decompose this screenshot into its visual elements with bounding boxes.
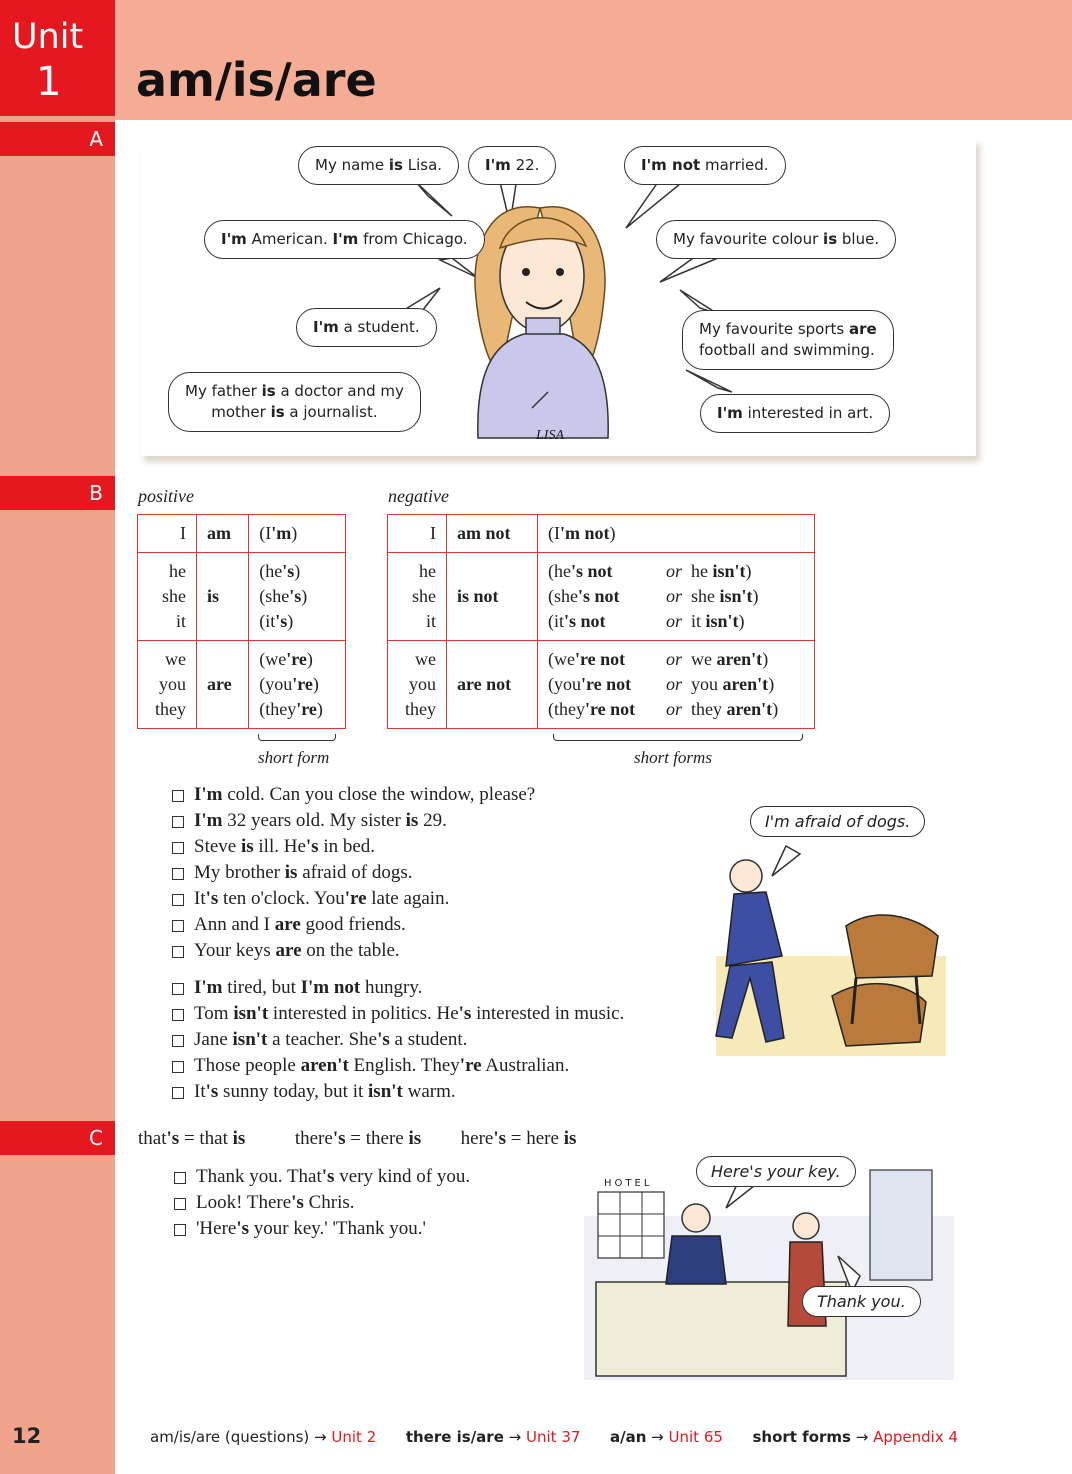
short-form-cell: (I'm not) (538, 515, 815, 553)
short-form-brace (258, 734, 336, 741)
examples-b (172, 782, 624, 1105)
pronoun-cell: he she it (388, 553, 447, 641)
short-form-label: short form (258, 748, 330, 767)
table-row (138, 553, 346, 641)
short-form-cell: (we're not or we aren't) (you're not or you aren't) (they're not or they aren't) (538, 641, 815, 729)
example-item: Steve is ill. He's in bed. (172, 834, 624, 860)
table-row (388, 641, 815, 729)
checkbox-icon (172, 983, 184, 995)
checkbox-icon (172, 790, 184, 802)
hotel-scene-drawing (584, 1156, 954, 1380)
footer-links (150, 1428, 958, 1446)
checkbox-icon (172, 1087, 184, 1099)
dog-bubble: I'm afraid of dogs. (750, 806, 925, 837)
page-number: 12 (12, 1424, 42, 1448)
unit-box (0, 0, 115, 116)
table-row (388, 515, 815, 553)
section-c-marker: C (0, 1121, 115, 1155)
positive-table (137, 514, 346, 729)
verb-cell: are (197, 641, 249, 729)
section-a-marker: A (0, 122, 115, 156)
bubble-american: I'm American. I'm from Chicago. (204, 220, 485, 259)
hotel-illustration (584, 1156, 954, 1380)
negative-label: negative (388, 486, 449, 506)
dog-illustration (706, 806, 956, 1068)
table-row (138, 641, 346, 729)
unit-label: Unit (12, 17, 84, 57)
short-form-cell: (I'm) (249, 515, 346, 553)
example-item: It's sunny today, but it isn't warm. (172, 1079, 624, 1105)
example-item: Look! There's Chris. (174, 1190, 470, 1216)
checkbox-icon (174, 1224, 186, 1236)
example-item: My brother is afraid of dogs. (172, 860, 624, 886)
verb-cell: am (197, 515, 249, 553)
checkbox-icon (172, 1061, 184, 1073)
bubble-my-name: My name is Lisa. (298, 146, 459, 185)
example-item: I'm cold. Can you close the window, please? (172, 782, 624, 808)
lisa-caption: LISA (536, 428, 564, 443)
footer-link-questions[interactable]: am/is/are (questions) → Unit 2 (150, 1428, 377, 1446)
example-item: Tom isn't interested in politics. He's interested in music. (172, 1001, 624, 1027)
example-item: Thank you. That's very kind of you. (174, 1164, 470, 1190)
dog-scene-drawing (706, 806, 956, 1068)
verb-cell: is not (447, 553, 538, 641)
example-item: It's ten o'clock. You're late again. (172, 886, 624, 912)
sidebar-band (0, 0, 115, 1474)
hotel-sign: HOTEL (604, 1178, 653, 1189)
unit-number: 1 (36, 59, 62, 105)
lisa-scene (140, 138, 976, 456)
footer-link-a-an[interactable]: a/an → Unit 65 (609, 1428, 723, 1446)
checkbox-icon (174, 1172, 186, 1184)
example-item: I'm 32 years old. My sister is 29. (172, 808, 624, 834)
bubble-not-married: I'm not married. (624, 146, 786, 185)
example-item: I'm tired, but I'm not hungry. (172, 975, 624, 1001)
checkbox-icon (172, 816, 184, 828)
pronoun-cell: I (138, 515, 197, 553)
bubble-interested-art: I'm interested in art. (700, 394, 890, 433)
checkbox-icon (172, 842, 184, 854)
table-row (388, 553, 815, 641)
checkbox-icon (172, 946, 184, 958)
pronoun-cell: we you they (388, 641, 447, 729)
negative-table (387, 514, 815, 729)
pronoun-cell: I (388, 515, 447, 553)
short-form-cell: (he's) (she's) (it's) (249, 553, 346, 641)
footer-link-short-forms[interactable]: short forms → Appendix 4 (752, 1428, 959, 1446)
bubble-age: I'm 22. (468, 146, 556, 185)
example-item: Jane isn't a teacher. She's a student. (172, 1027, 624, 1053)
short-form-cell: (he's not or he isn't) (she's not or she isn't) (it's not or it isn't) (538, 553, 815, 641)
rule-thats: that's = that is (138, 1128, 246, 1149)
thanks-bubble: Thank you. (802, 1286, 921, 1317)
page-title: am/is/are (136, 53, 377, 107)
short-forms-brace (553, 734, 803, 741)
table-row (138, 515, 346, 553)
verb-cell: am not (447, 515, 538, 553)
positive-label: positive (138, 486, 194, 506)
rule-heres: here's = here is (460, 1128, 577, 1149)
example-item: Ann and I are good friends. (172, 912, 624, 938)
checkbox-icon (172, 894, 184, 906)
rule-theres: there's = there is (294, 1128, 422, 1149)
pronoun-cell: he she it (138, 553, 197, 641)
checkbox-icon (172, 1035, 184, 1047)
verb-cell: are not (447, 641, 538, 729)
section-b-marker: B (0, 476, 115, 510)
bubble-sports: My favourite sports are football and swimming. (682, 310, 894, 370)
pronoun-cell: we you they (138, 641, 197, 729)
bubble-parents: My father is a doctor and my mother is a journalist. (168, 372, 421, 432)
examples-c (174, 1164, 470, 1242)
short-forms-label: short forms (634, 748, 712, 767)
verb-cell: is (197, 553, 249, 641)
example-item: Those people aren't English. They're Australian. (172, 1053, 624, 1079)
example-item: Your keys are on the table. (172, 938, 624, 964)
checkbox-icon (172, 920, 184, 932)
bubble-student: I'm a student. (296, 308, 437, 347)
key-bubble: Here's your key. (696, 1156, 856, 1187)
c-rules (138, 1128, 576, 1150)
short-form-cell: (we're) (you're) (they're) (249, 641, 346, 729)
footer-link-there-is[interactable]: there is/are → Unit 37 (405, 1428, 581, 1446)
bubble-colour: My favourite colour is blue. (656, 220, 896, 259)
checkbox-icon (172, 868, 184, 880)
checkbox-icon (174, 1198, 186, 1210)
checkbox-icon (172, 1009, 184, 1021)
example-item: 'Here's your key.' 'Thank you.' (174, 1216, 470, 1242)
